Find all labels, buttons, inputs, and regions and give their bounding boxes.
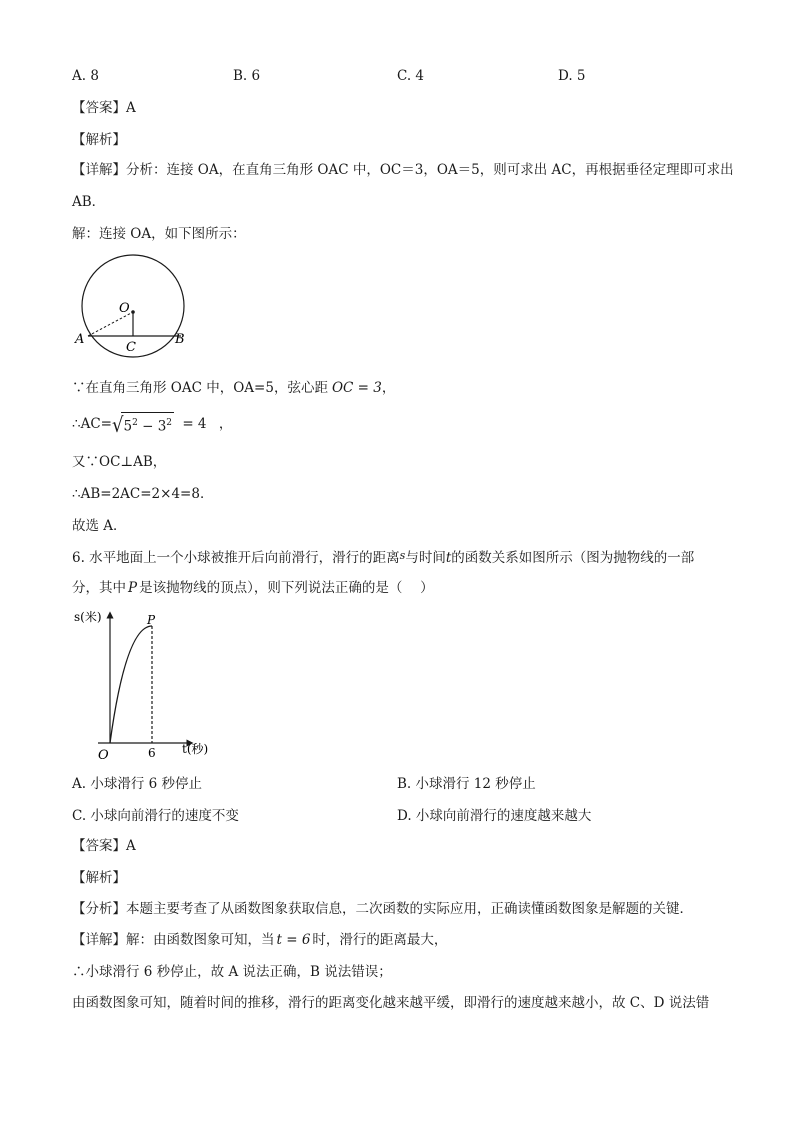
q5-step2: $\therefore AC=√5^2 - 3^2 = 4$ ， xyxy=(72,412,233,437)
x-tick-6: 6 xyxy=(148,746,156,760)
origin-label: O xyxy=(98,748,109,763)
q6-detail: 【详解】解：由函数图象可知，当 t = 6 时，滑行的距离最大， xyxy=(72,932,448,948)
q5-solution-intro: 解：连接 OA，如下图所示： xyxy=(72,226,246,242)
label-a: A xyxy=(75,332,85,347)
sqrt-expression: $√5^2 - 3^2$ xyxy=(111,412,173,437)
q6-option-a: A. 小球滑行 6 秒停止 xyxy=(72,776,203,792)
q6-option-b: B. 小球滑行 12 秒停止 xyxy=(397,776,536,792)
math-oc: OC = 3 xyxy=(331,380,382,396)
q6-detail-line2: ∴小球滑行 6 秒停止，故 A 说法正确，B 说法错误； xyxy=(72,964,392,980)
q5-step3: 又∵OC⊥AB， xyxy=(72,454,167,470)
q5-detail-cont: AB． xyxy=(72,194,106,210)
circle-figure xyxy=(70,250,200,360)
q6-detail-line3: 由函数图象可知，随着时间的推移，滑行的距离变化越来越平缓，即滑行的速度越来越小，故 C、D 说法错 xyxy=(72,995,710,1011)
parabola-curve xyxy=(110,626,152,743)
q5-detail: 【详解】分析：连接 OA，在直角三角形 OAC 中，OC＝3，OA＝5，则可求出 AC，再根据垂径定理即可求出 xyxy=(72,162,734,178)
x-axis-label: t(秒) xyxy=(182,742,209,756)
prev-option-c: C. 4 xyxy=(397,68,425,84)
prev-option-b: B. 6 xyxy=(233,68,261,84)
prev-option-a: A. 8 xyxy=(72,68,99,84)
q5-analysis-header: 【解析】 xyxy=(72,132,126,148)
label-c: C xyxy=(126,340,136,355)
q6-analysis-header: 【解析】 xyxy=(72,870,126,886)
q6-stem-line1: 6. 水平地面上一个小球被推开后向前滑行，滑行的距离$^s$与时间t的函数关系如图所示（图为抛物线的一部 xyxy=(72,549,695,566)
distance-time-graph xyxy=(70,605,230,765)
prev-option-d: D. 5 xyxy=(558,68,586,84)
q5-step4: ∴AB=2AC=2×4=8． xyxy=(72,486,214,502)
q6-analysis: 【分析】本题主要考查了从函数图象获取信息，二次函数的实际应用，正确读懂函数图象是解题的关键． xyxy=(72,901,693,917)
y-axis-label: s(米) xyxy=(74,610,102,624)
q6-answer: 【答案】A xyxy=(72,838,136,854)
q5-conclusion: 故选 A． xyxy=(72,518,127,534)
label-o: O xyxy=(119,301,130,316)
q6-option-c: C. 小球向前滑行的速度不变 xyxy=(72,808,239,824)
q5-step1: ∵在直角三角形 OAC 中，OA=5，弦心距 OC = 3， xyxy=(72,380,396,396)
q6-option-d: D. 小球向前滑行的速度越来越大 xyxy=(397,808,592,824)
label-b: B xyxy=(175,332,185,347)
q5-answer: 【答案】A xyxy=(72,100,136,116)
vertex-label: P xyxy=(147,613,156,627)
q6-stem-line2: 分，其中 P 是该抛物线的顶点），则下列说法正确的是（ ） xyxy=(72,580,434,596)
